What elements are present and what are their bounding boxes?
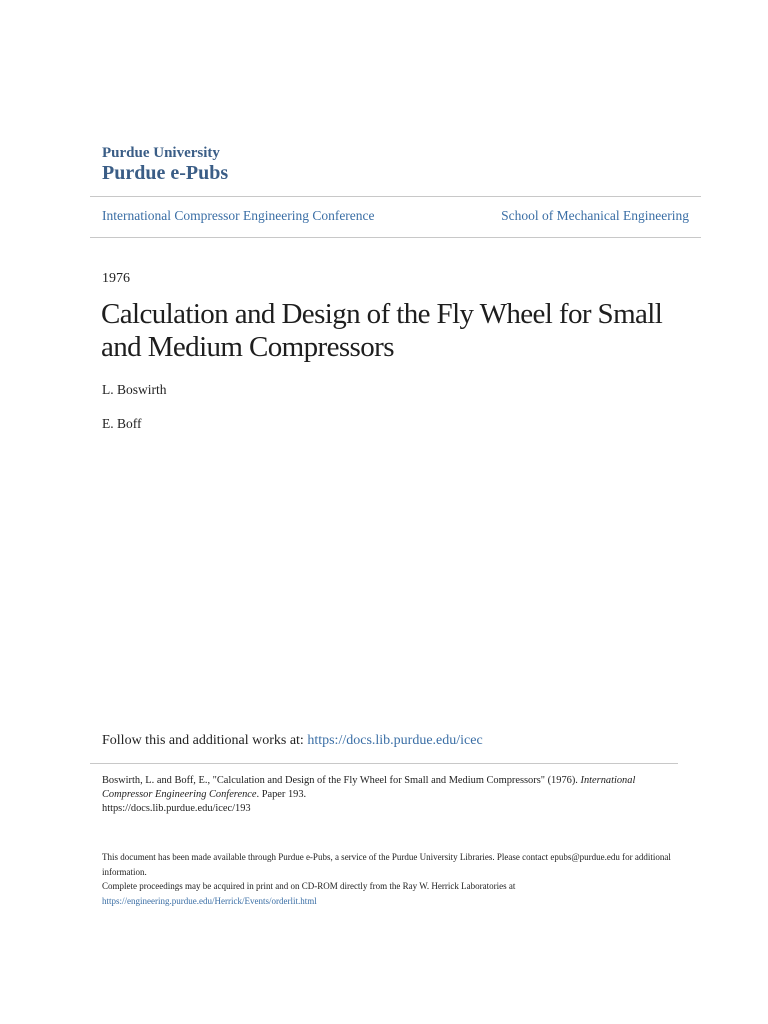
citation-url: https://docs.lib.purdue.edu/icec/193: [102, 803, 251, 814]
header-divider-bottom: [90, 237, 701, 238]
paper-title: Calculation and Design of the Fly Wheel for Small and Medium Compressors: [101, 298, 663, 363]
availability-notice: [102, 850, 682, 908]
citation-text: Boswirth, L. and Boff, E., "Calculation and Design of the Fly Wheel for Small and Medium Compressors" (1976).: [102, 775, 581, 786]
university-name: Purdue University: [102, 145, 220, 161]
header-divider-top: [90, 196, 701, 197]
author-name: L. Boswirth: [102, 382, 167, 397]
publication-year: 1976: [102, 271, 130, 286]
notice-line-2: Complete proceedings may be acquired in print and on CD-ROM directly from the Ray W. Herrick Laboratories at: [102, 881, 516, 891]
repository-name: Purdue e-Pubs: [102, 162, 229, 184]
follow-link[interactable]: https://docs.lib.purdue.edu/icec: [307, 733, 483, 748]
follow-line: [102, 731, 483, 751]
citation-block: [102, 774, 672, 816]
author-name: E. Boff: [102, 416, 142, 431]
citation-journal: International Compressor Engineering Conference: [102, 775, 636, 800]
citation-paper-number: . Paper 193.: [256, 789, 307, 800]
school-link[interactable]: School of Mechanical Engineering: [501, 208, 689, 223]
follow-prefix: Follow this and additional works at:: [102, 733, 308, 748]
citation-divider: [90, 763, 678, 764]
notice-line-1: This document has been made available through Purdue e-Pubs, a service of the Purdue University Libraries. Please contact epubs@purdue.edu for additional information.: [102, 852, 671, 877]
conference-link[interactable]: International Compressor Engineering Conference: [102, 208, 375, 223]
herrick-link[interactable]: https://engineering.purdue.edu/Herrick/Events/orderlit.html: [102, 895, 317, 906]
